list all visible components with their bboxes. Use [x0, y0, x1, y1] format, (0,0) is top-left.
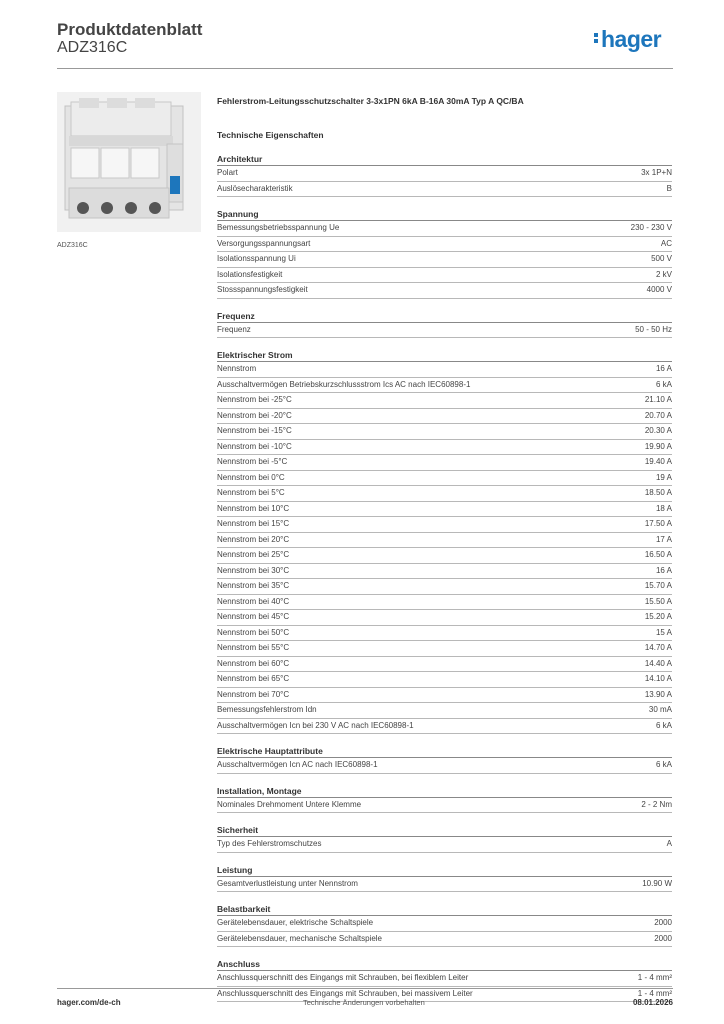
- property-value: 16 A: [655, 364, 672, 373]
- property-value: B: [666, 183, 672, 193]
- property-value: 1 - 4 mm²: [637, 988, 672, 998]
- property-row: [217, 916, 672, 932]
- property-label: Nennstrom bei 25°C: [217, 550, 290, 559]
- property-label: Nennstrom bei 5°C: [217, 488, 285, 497]
- property-label: Nominales Drehmoment Untere Klemme: [217, 799, 362, 809]
- property-row: [217, 424, 672, 440]
- property-row: [217, 564, 672, 580]
- property-value: 3x 1P+N: [641, 168, 672, 177]
- property-section: [217, 208, 672, 299]
- property-label: Isolationsspannung Ui: [217, 254, 296, 263]
- property-row: [217, 688, 672, 704]
- property-value: 2 - 2 Nm: [641, 799, 672, 809]
- property-value: 6 kA: [655, 379, 672, 389]
- property-section: [217, 864, 672, 893]
- property-value: 20.70 A: [644, 410, 672, 420]
- property-row: [217, 877, 672, 893]
- property-row: [217, 393, 672, 409]
- property-row: [217, 798, 672, 814]
- property-label: Nennstrom bei 70°C: [217, 689, 290, 699]
- footer-website: hager.com/de-ch: [57, 998, 121, 1007]
- property-label: Nennstrom bei 65°C: [217, 674, 290, 683]
- property-value: 19.40 A: [644, 457, 672, 466]
- product-image: [57, 92, 201, 232]
- product-code: ADZ316C: [57, 39, 128, 56]
- property-label: Polart: [217, 168, 238, 177]
- property-label: Nennstrom: [217, 364, 257, 373]
- property-label: Nennstrom bei 40°C: [217, 596, 290, 606]
- property-label: Nennstrom bei -10°C: [217, 441, 292, 451]
- property-label: Nennstrom bei 30°C: [217, 565, 290, 575]
- property-label: Nennstrom bei 55°C: [217, 643, 290, 652]
- property-value: 13.90 A: [644, 689, 672, 699]
- section-title: Installation, Montage: [217, 785, 672, 798]
- property-value: 16.50 A: [644, 550, 672, 559]
- property-row: [217, 719, 672, 735]
- property-row: [217, 252, 672, 268]
- property-value: 19 A: [655, 472, 672, 482]
- section-title: Frequenz: [217, 310, 672, 323]
- logo-text: hager: [601, 26, 662, 52]
- property-label: Ausschaltvermögen Betriebskurzschlussstrom Ics AC nach IEC60898-1: [217, 379, 471, 389]
- section-title: Spannung: [217, 208, 672, 221]
- hager-logo: [594, 26, 661, 53]
- property-label: Gerätelebensdauer, mechanische Schaltspiele: [217, 933, 382, 943]
- property-row: [217, 237, 672, 253]
- property-label: Stossspannungsfestigkeit: [217, 285, 308, 294]
- property-value: 2000: [654, 933, 672, 943]
- section-title: Sicherheit: [217, 824, 672, 837]
- property-label: Nennstrom bei -20°C: [217, 410, 292, 420]
- datasheet-content: [217, 96, 672, 1002]
- property-value: 16 A: [655, 565, 672, 575]
- section-title: Belastbarkeit: [217, 903, 672, 916]
- property-label: Nennstrom bei 10°C: [217, 503, 290, 513]
- property-row: [217, 486, 672, 502]
- property-row: [217, 758, 672, 774]
- property-value: 2 kV: [655, 269, 672, 279]
- property-label: Nennstrom bei 50°C: [217, 627, 290, 637]
- property-sections: [217, 153, 672, 1002]
- property-row: [217, 182, 672, 198]
- section-title: Elektrischer Strom: [217, 349, 672, 362]
- property-label: Anschlussquerschnitt des Eingangs mit Schrauben, bei massivem Leiter: [217, 988, 473, 998]
- property-section: [217, 785, 672, 814]
- property-row: [217, 221, 672, 237]
- property-value: 14.40 A: [644, 658, 672, 668]
- section-title: Leistung: [217, 864, 672, 877]
- property-section: [217, 824, 672, 853]
- property-row: [217, 837, 672, 853]
- property-row: [217, 455, 672, 471]
- property-row: [217, 548, 672, 564]
- property-value: 14.10 A: [644, 674, 672, 683]
- property-section: [217, 349, 672, 734]
- property-label: Versorgungsspannungsart: [217, 238, 311, 248]
- property-value: 2000: [654, 918, 672, 927]
- property-value: 1 - 4 mm²: [637, 973, 672, 982]
- property-label: Bemessungsfehlerstrom Idn: [217, 705, 317, 714]
- property-label: Typ des Fehlerstromschutzes: [217, 839, 322, 848]
- property-section: [217, 745, 672, 774]
- property-label: Nennstrom bei -15°C: [217, 426, 292, 435]
- property-row: [217, 657, 672, 673]
- property-label: Frequenz: [217, 324, 251, 334]
- header-divider: [57, 68, 673, 69]
- property-row: [217, 610, 672, 626]
- property-row: [217, 502, 672, 518]
- property-value: 15 A: [655, 627, 672, 637]
- footer-disclaimer: Technische Änderungen vorbehalten: [303, 998, 425, 1007]
- property-section: [217, 903, 672, 947]
- property-value: A: [666, 839, 672, 848]
- property-value: 15.20 A: [644, 612, 672, 621]
- property-row: [217, 932, 672, 948]
- property-value: 15.50 A: [644, 596, 672, 606]
- property-value: 14.70 A: [644, 643, 672, 652]
- property-value: 230 - 230 V: [630, 223, 672, 232]
- property-label: Nennstrom bei 20°C: [217, 534, 290, 544]
- property-row: [217, 641, 672, 657]
- property-section: [217, 958, 672, 1002]
- property-row: [217, 595, 672, 611]
- section-title: Anschluss: [217, 958, 672, 971]
- property-value: 10.90 W: [642, 878, 672, 888]
- property-value: 4000 V: [646, 285, 672, 294]
- property-row: [217, 440, 672, 456]
- property-label: Isolationsfestigkeit: [217, 269, 283, 279]
- property-row: [217, 409, 672, 425]
- property-label: Nennstrom bei 35°C: [217, 581, 290, 590]
- footer-divider: [57, 988, 673, 989]
- property-value: 500 V: [651, 254, 672, 263]
- property-label: Nennstrom bei -5°C: [217, 457, 288, 466]
- property-value: 20.30 A: [644, 426, 672, 435]
- property-label: Gesamtverlustleistung unter Nennstrom: [217, 878, 358, 888]
- circuit-breaker-icon: [57, 92, 201, 232]
- image-caption: ADZ316C: [57, 242, 88, 249]
- logo-dots-icon: [594, 31, 599, 45]
- property-section: [217, 153, 672, 197]
- property-row: [217, 971, 672, 987]
- property-value: 50 - 50 Hz: [635, 324, 672, 334]
- property-label: Nennstrom bei 0°C: [217, 472, 285, 482]
- property-value: 18 A: [655, 503, 672, 513]
- product-title: Fehlerstrom-Leitungsschutzschalter 3-3x1PN 6kA B-16A 30mA Typ A QC/BA: [217, 96, 524, 106]
- property-row: [217, 703, 672, 719]
- property-label: Bemessungsbetriebsspannung Ue: [217, 223, 340, 232]
- property-value: 19.90 A: [644, 441, 672, 451]
- property-value: 21.10 A: [644, 395, 672, 404]
- property-row: [217, 283, 672, 299]
- property-row: [217, 378, 672, 394]
- property-value: 6 kA: [655, 720, 672, 730]
- property-label: Anschlussquerschnitt des Eingangs mit Schrauben, bei flexiblem Leiter: [217, 973, 469, 982]
- property-row: [217, 672, 672, 688]
- footer-date: 08.01.2026: [632, 998, 673, 1007]
- technical-properties-heading: Technische Eigenschaften: [217, 130, 324, 140]
- property-label: Ausschaltvermögen Icn bei 230 V AC nach IEC60898-1: [217, 720, 414, 730]
- property-row: [217, 323, 672, 339]
- property-label: Nennstrom bei 45°C: [217, 612, 290, 621]
- section-title: Elektrische Hauptattribute: [217, 745, 672, 758]
- property-row: [217, 471, 672, 487]
- property-label: Nennstrom bei 15°C: [217, 519, 290, 528]
- property-label: Auslösecharakteristik: [217, 183, 293, 193]
- property-row: [217, 626, 672, 642]
- section-title: Architektur: [217, 153, 672, 166]
- property-section: [217, 310, 672, 339]
- property-row: [217, 533, 672, 549]
- property-label: Nennstrom bei -25°C: [217, 395, 292, 404]
- property-label: Ausschaltvermögen Icn AC nach IEC60898-1: [217, 760, 378, 769]
- property-value: 6 kA: [655, 760, 672, 769]
- property-row: [217, 579, 672, 595]
- property-label: Nennstrom bei 60°C: [217, 658, 290, 668]
- property-label: Gerätelebensdauer, elektrische Schaltspiele: [217, 918, 374, 927]
- property-row: [217, 166, 672, 182]
- page-title: Produktdatenblatt: [57, 20, 203, 39]
- property-value: 17.50 A: [644, 519, 672, 528]
- property-value: 18.50 A: [644, 488, 672, 497]
- property-value: AC: [660, 238, 672, 248]
- property-row: [217, 362, 672, 378]
- property-value: 30 mA: [648, 705, 672, 714]
- property-row: [217, 517, 672, 533]
- property-value: 17 A: [655, 534, 672, 544]
- property-row: [217, 268, 672, 284]
- property-value: 15.70 A: [644, 581, 672, 590]
